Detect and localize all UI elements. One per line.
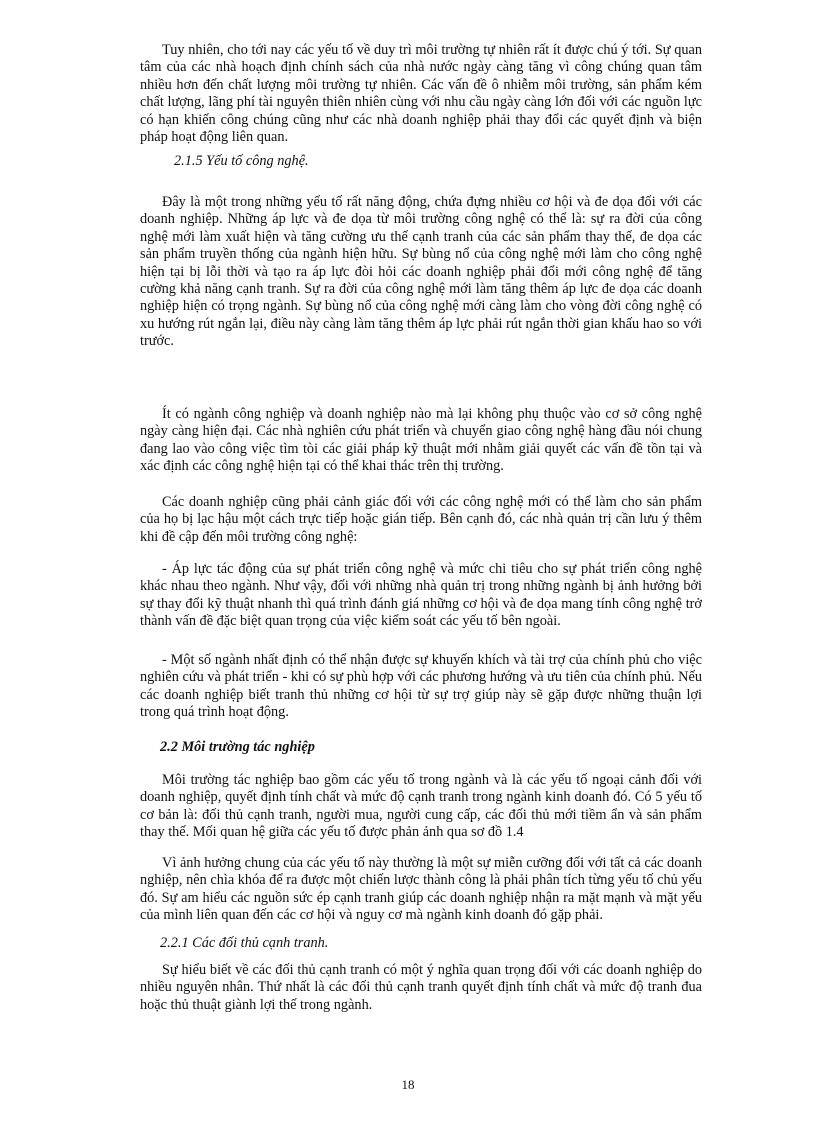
paragraph-competitors: Sự hiểu biết về các đối thủ cạnh tranh có một ý nghĩa quan trọng đối với các doanh nghiệp do nhiều nguyên nhân. Thứ nhất là các đối thủ cạnh tranh quyết định tính chất và mức độ tranh đua hoặc thủ thuật giành lợi thế trong ngành. [140, 962, 702, 1013]
page-number: 18 [401, 1077, 415, 1092]
paragraph-technology-dependence: Ít có ngành công nghiệp và doanh nghiệp nào mà lại không phụ thuộc vào cơ sở công nghệ ngày càng hiện đại. Các nhà nghiên cứu phát triển và chuyển giao công nghệ hàng đầu nói chung đang lao vào công việc tìm tòi các giải pháp kỹ thuật mới nhằm giải quyết các vấn đề tồn tại và xác định các công nghệ hiện tại có thể khai thác trên thị trường. [140, 406, 702, 475]
heading-2-1-5: 2.1.5 Yếu tố công nghệ. [174, 153, 309, 169]
paragraph-competitive-pressure: Vì ảnh hưởng chung của các yếu tố này thường là một sự miễn cưỡng đối với tất cả các doanh nghiệp, nên chìa khóa để ra được một chiến lược thành công là phải phân tích từng yếu tố chủ yếu đó. Sự am hiểu các nguồn sức ép cạnh tranh giúp các doanh nghiệp nhận ra mặt mạnh và mặt yếu của mình liên quan đến các cơ hội và nguy cơ mà ngành kinh doanh đó gặp phải. [140, 855, 702, 924]
paragraph-operating-environment: Môi trường tác nghiệp bao gồm các yếu tố trong ngành và là các yếu tố ngoại cảnh đối với doanh nghiệp, quyết định tính chất và mức độ cạnh tranh trong ngành kinh doanh đó. Có 5 yếu tố cơ bản là: đối thủ cạnh tranh, người mua, người cung cấp, các đối thủ mới tiềm ẩn và sản phẩm thay thế. Mối quan hệ giữa các yếu tố được phản ảnh qua sơ đồ 1.4 [140, 772, 702, 841]
heading-2-2: 2.2 Môi trường tác nghiệp [160, 739, 315, 755]
paragraph-natural-environment: Tuy nhiên, cho tới nay các yếu tố về duy trì môi trường tự nhiên rất ít được chú ý tới. Sự quan tâm của các nhà hoạch định chính sách của nhà nước ngày càng tăng vì công chúng quan tâm nhiều hơn đến chất lượng môi trường tự nhiên. Các vấn đề ô nhiễm môi trường, sản phẩm kém chất lượng, lãng phí tài nguyên thiên nhiên cùng với nhu cầu ngày càng lớn đối với các nguồn lực có hạn khiến công chúng cũng như các nhà doanh nghiệp phải thay đổi các quyết định và biện pháp hoạt động liên quan. [140, 42, 702, 146]
heading-2-2-1: 2.2.1 Các đối thủ cạnh tranh. [160, 935, 329, 951]
paragraph-support-bullet: - Một số ngành nhất định có thể nhận được sự khuyến khích và tài trợ của chính phủ cho việc nghiên cứu và phát triển - khi có sự phù hợp với các phương hướng và ưu tiên của chính phủ. Nếu các doanh nghiệp biết tranh thủ những cơ hội từ sự trợ giúp này sẽ gặp được những thuận lợi trong quá trình hoạt động. [140, 652, 702, 721]
paragraph-technology-intro: Đây là một trong những yếu tố rất năng động, chứa đựng nhiều cơ hội và đe dọa đối với các doanh nghiệp. Những áp lực và đe dọa từ môi trường công nghệ có thể là: sự ra đời của công nghệ mới làm xuất hiện và tăng cường ưu thế cạnh tranh của các sản phẩm thay thế, đe dọa các sản phẩm truyền thống của ngành hiện hữu. Sự bùng nổ của công nghệ mới làm cho công nghệ hiện tại bị lỗi thời và tạo ra áp lực đòi hỏi các doanh nghiệp phải đổi mới công nghệ để tăng cường khả năng cạnh tranh. Sự ra đời của công nghệ mới làm tăng thêm áp lực đe dọa các doanh nghiệp hiện có trọng ngành. Sự bùng nổ của công nghệ mới càng làm cho vòng đời công nghệ có xu hướng rút ngắn lại, điều này càng làm tăng thêm áp lực phải rút ngắn thời gian khấu hao so với trước. [140, 194, 702, 350]
paragraph-pressure-bullet: - Áp lực tác động của sự phát triển công nghệ và mức chi tiêu cho sự phát triển công nghệ khác nhau theo ngành. Như vậy, đối với những nhà quản trị trong những ngành bị ảnh hưởng bởi sự thay đổi kỹ thuật nhanh thì quá trình đánh giá những cơ hội và đe dọa mang tính công nghệ trở thành vấn đề đặc biệt quan trọng của việc kiểm soát các yếu tố bên ngoài. [140, 561, 702, 630]
paragraph-technology-vigilance: Các doanh nghiệp cũng phải cảnh giác đối với các công nghệ mới có thể làm cho sản phẩm của họ bị lạc hậu một cách trực tiếp hoặc gián tiếp. Bên cạnh đó, các nhà quản trị cần lưu ý thêm khi đề cập đến môi trường công nghệ: [140, 494, 702, 545]
